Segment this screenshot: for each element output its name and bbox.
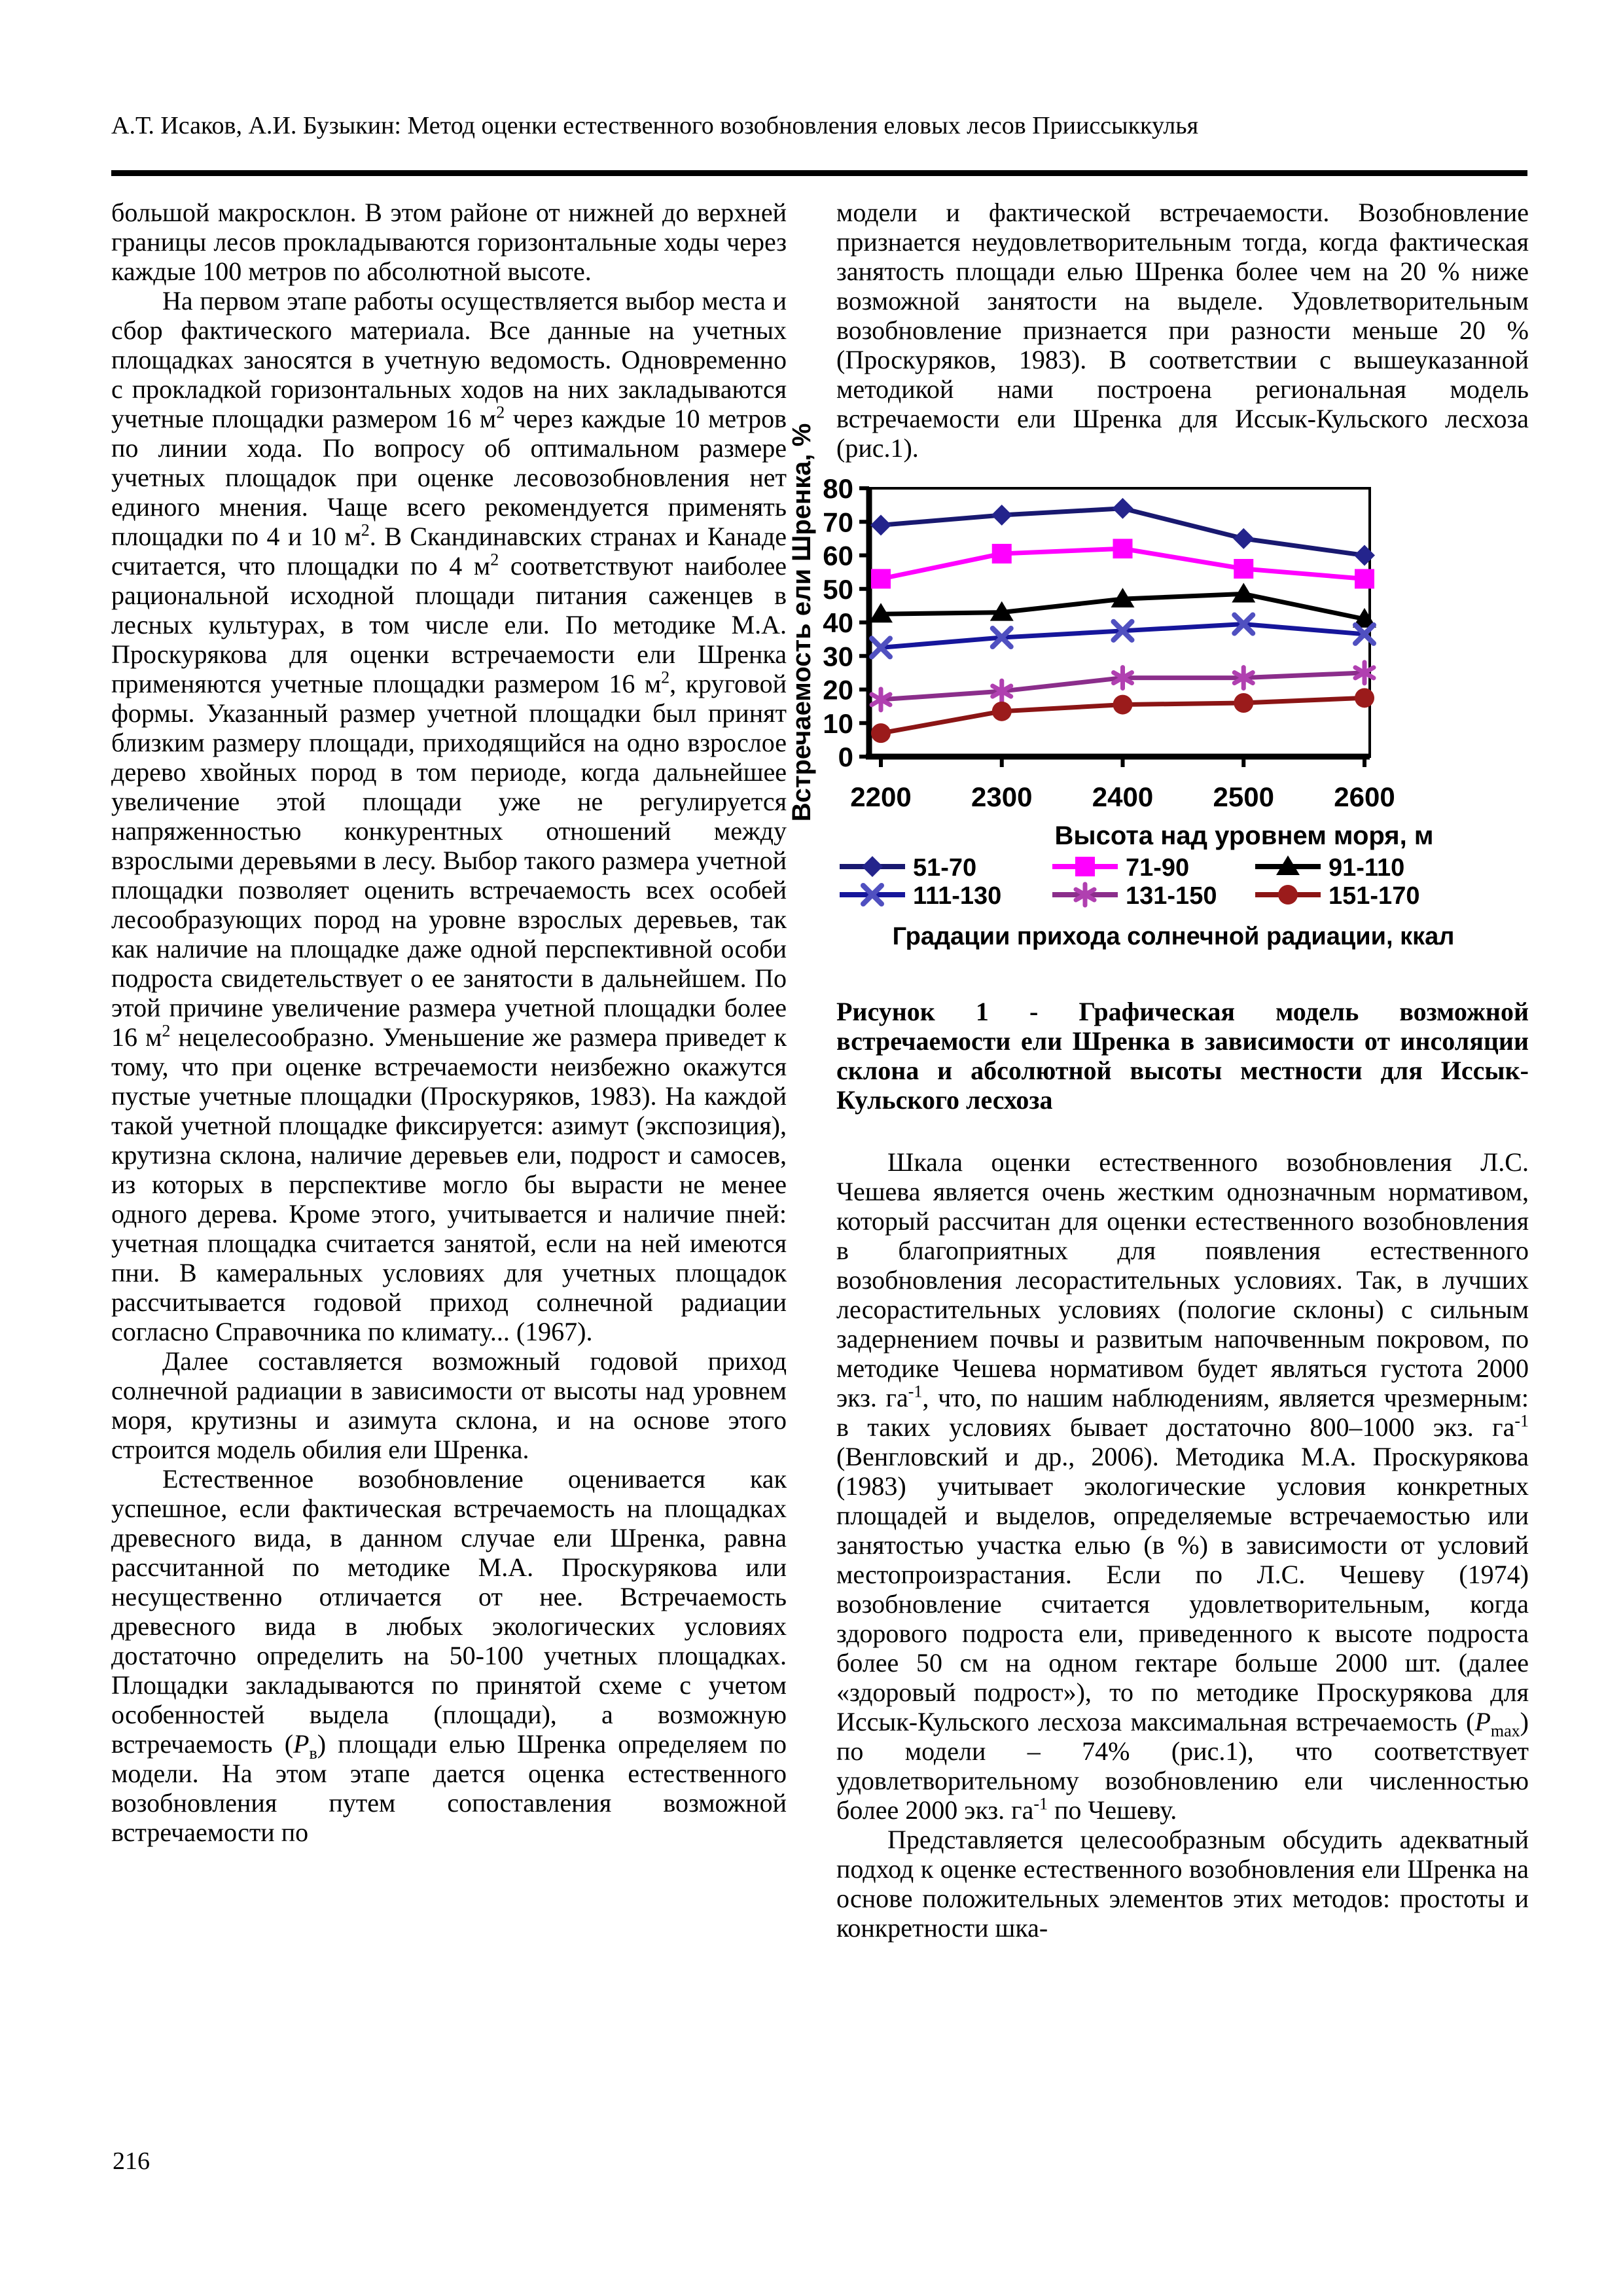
svg-text:10: 10 xyxy=(823,708,853,739)
svg-text:80: 80 xyxy=(823,473,853,504)
right-column xyxy=(787,198,1529,1943)
paragraph: большой макросклон. В этом районе от нижней до верхней границы лесов прокладываются горизонтальные ходы через каждые 100 метров по абсолютной высоте. xyxy=(111,198,787,286)
figure-1-chart xyxy=(787,423,1527,986)
chart-series-111-130 xyxy=(872,615,1374,657)
svg-text:2500: 2500 xyxy=(1213,781,1274,812)
running-head: А.Т. Исаков, А.И. Бузыкин: Метод оценки естественного возобновления еловых лесов Прииссыккулья xyxy=(111,112,1199,139)
paragraph: Естественное возобновление оценивается как успешное, если фактическая встречаемость на площадках древесного вида, в данном случае ели Шренка, равна рассчитанной по методике М.А. Проскурякова или несущественно отличается от нее. Встречаемость древесного вида в любых экологических условиях достаточно определить на 50-100 учетных площадках. Площадки закладываются по принятой схеме с учетом особенностей выдела (площади), а возможную встречаемость $(P_в)$ площади елью Шренка определяем по модели. На этом этапе дается оценка естественного возобновления путем сопоставления возможной встречаемости по xyxy=(111,1464,787,1847)
svg-text:2200: 2200 xyxy=(850,781,912,812)
legend-entry-111-130 xyxy=(840,882,1001,910)
legend-entry-71-90 xyxy=(1052,854,1189,882)
chart-series-91-110 xyxy=(869,583,1376,627)
chart-axes xyxy=(787,423,1433,850)
svg-text:0: 0 xyxy=(838,742,853,772)
svg-text:111-130: 111-130 xyxy=(913,882,1002,910)
legend-entry-131-150 xyxy=(1052,882,1217,910)
svg-text:151-170: 151-170 xyxy=(1329,882,1420,910)
svg-text:71-90: 71-90 xyxy=(1126,854,1190,882)
svg-text:40: 40 xyxy=(823,607,853,638)
legend-entry-51-70 xyxy=(840,854,976,882)
svg-text:70: 70 xyxy=(823,507,853,538)
chart-note xyxy=(893,923,1455,950)
left-column xyxy=(111,198,787,1847)
svg-text:2400: 2400 xyxy=(1092,781,1154,812)
svg-text:30: 30 xyxy=(823,641,853,672)
paragraph: Представляется целесообразным обсудить адекватный подход к оценке естественного возобновления ели Шренка на основе положительных элементов этих методов: простоты и конкретности шка- xyxy=(836,1825,1529,1943)
paragraph: Шкала оценки естественного возобновления Л.С. Чешева является очень жестким однозначным нормативом, который рассчитан для оценки естественного возобновления в благоприятных для появления естественного возобновления лесорастительных условиях. Так, в лучших лесорастительных условиях (пологие склоны) с сильным задернением почвы и развитым напочвенным покровом, по методике Чешева нормативом будет являться густота 2000 экз. $га^{-1}$, что, по нашим наблюдениям, является чрезмерным: в таких условиях бывает достаточно 800–1000 экз. $га^{-1}$ (Венгловский и др., 2006). Методика М.А. Проскурякова (1983) учитывает экологические условия конкретных площадей и выделов, определяемые встречаемостью или занятостью участка елью (в %) в зависимости от условий местопроизрастания. Если по Л.С. Чешеву (1974) возобновление считается удовлетворительным, когда здорового подроста ели, приведенного к высоте подроста более 50 см на одном гектаре больше 2000 шт. (далее «здоровый подрост»), то по методике Проскурякова для Иссык-Кульского лесхоза максимальная встречаемость $(P_{max})$ по модели – 74% (рис.1), что соответствует удовлетворительному возобновлению ели численностью более 2000 экз. $га^{-1}$ по Чешеву. xyxy=(836,1147,1529,1825)
legend-entry-151-170 xyxy=(1255,882,1419,910)
chart-legend xyxy=(840,854,1419,910)
figure-1 xyxy=(787,423,1529,986)
svg-text:Градации прихода солнечной рад: Градации прихода солнечной радиации, ккал xyxy=(892,923,1455,950)
legend-entry-91-110 xyxy=(1255,854,1404,882)
svg-text:50: 50 xyxy=(823,573,853,605)
svg-text:Встречаемость ели Шренка, %: Встречаемость ели Шренка, % xyxy=(787,423,816,822)
svg-text:2600: 2600 xyxy=(1334,781,1395,812)
page-number: 216 xyxy=(113,2147,150,2175)
paragraph: модели и фактической встречаемости. Возобновление признается неудовлетворительным тогда, когда фактическая занятость площади елью Шренка более чем на 20 % ниже возможной занятости на выделе. Удовлетворительным возобновление признается при разности меньше 20 % (Проскуряков, 1983). В соответствии с вышеуказанной методикой нами построена региональная модель встречаемости ели Шренка для Иссык-Кульского лесхоза (рис.1). xyxy=(836,198,1529,463)
svg-text:Высота над уровнем моря, м: Высота над уровнем моря, м xyxy=(1054,821,1434,850)
paragraph: На первом этапе работы осуществляется выбор места и сбор фактического материала. Все данные на учетных площадках заносятся в учетную ведомость. Одновременно с прокладкой горизонтальных ходов на них закладываются учетные площадки размером 16 $м^2$ через каждые 10 метров по линии хода. По вопросу об оптимальном размере учетных площадок при оценке лесовозобновления нет единого мнения. Чаще всего рекомендуется применять площадки по 4 и 10 $м^2$. В Скандинавских странах и Канаде считается, что площадки по 4 $м^2$ соответствуют наиболее рациональной исходной площади питания саженцев в лесных культурах, в том числе ели. По методике М.А. Проскурякова для оценки встречаемости ели Шренка применяются учетные площадки размером 16 $м^2$, круговой формы. Указанный размер учетной площадки был принят близким размеру площади, приходящийся на одно взрослое дерево хвойных пород в том периоде, когда дальнейшее увеличение этой площади уже не регулируется напряженностью конкурентных отношений между взрослыми деревьями в лесу. Выбор такого размера учетной площадки позволяет оценить встречаемость всех особей лесообразующих пород на уровне взрослых деревьев, так как наличие на площадке даже одной перспективной особи подроста свидетельствует о ее занятости в дальнейшем. По этой причине увеличение размера учетной площадки более 16 $м^2$ нецелесообразно. Уменьшение же размера приведет к тому, что при оценке встречаемости неизбежно окажутся пустые учетные площадки (Проскуряков, 1983). На каждой такой учетной площадке фиксируется: азимут (экспозиция), крутизна склона, наличие деревьев ели, подрост и самосев, из которых в перспективе могло бы вырасти не менее одного дерева. Кроме этого, учитывается и наличие пней: учетная площадка считается занятой, если на ней имеются пни. В камеральных условиях для учетных площадок рассчитывается годовой приход солнечной радиации согласно Справочника по климату... (1967). xyxy=(111,286,787,1346)
svg-text:60: 60 xyxy=(823,540,853,571)
svg-text:20: 20 xyxy=(823,674,853,706)
figure-caption: Рисунок 1 - Графическая модель возможной встречаемости ели Шренка в зависимости от инсоляции склона и абсолютной высоты местности для Иссык-Кульского лесхоза xyxy=(836,997,1529,1115)
paragraph: Далее составляется возможный годовой приход солнечной радиации в зависимости от высоты над уровнем моря, крутизны и азимута склона, и на основе этого строится модель обилия ели Шренка. xyxy=(111,1346,787,1464)
svg-text:51-70: 51-70 xyxy=(913,854,977,882)
svg-text:91-110: 91-110 xyxy=(1329,854,1405,882)
header-rule xyxy=(111,170,1527,176)
svg-text:2300: 2300 xyxy=(971,781,1033,812)
svg-text:131-150: 131-150 xyxy=(1126,882,1217,910)
